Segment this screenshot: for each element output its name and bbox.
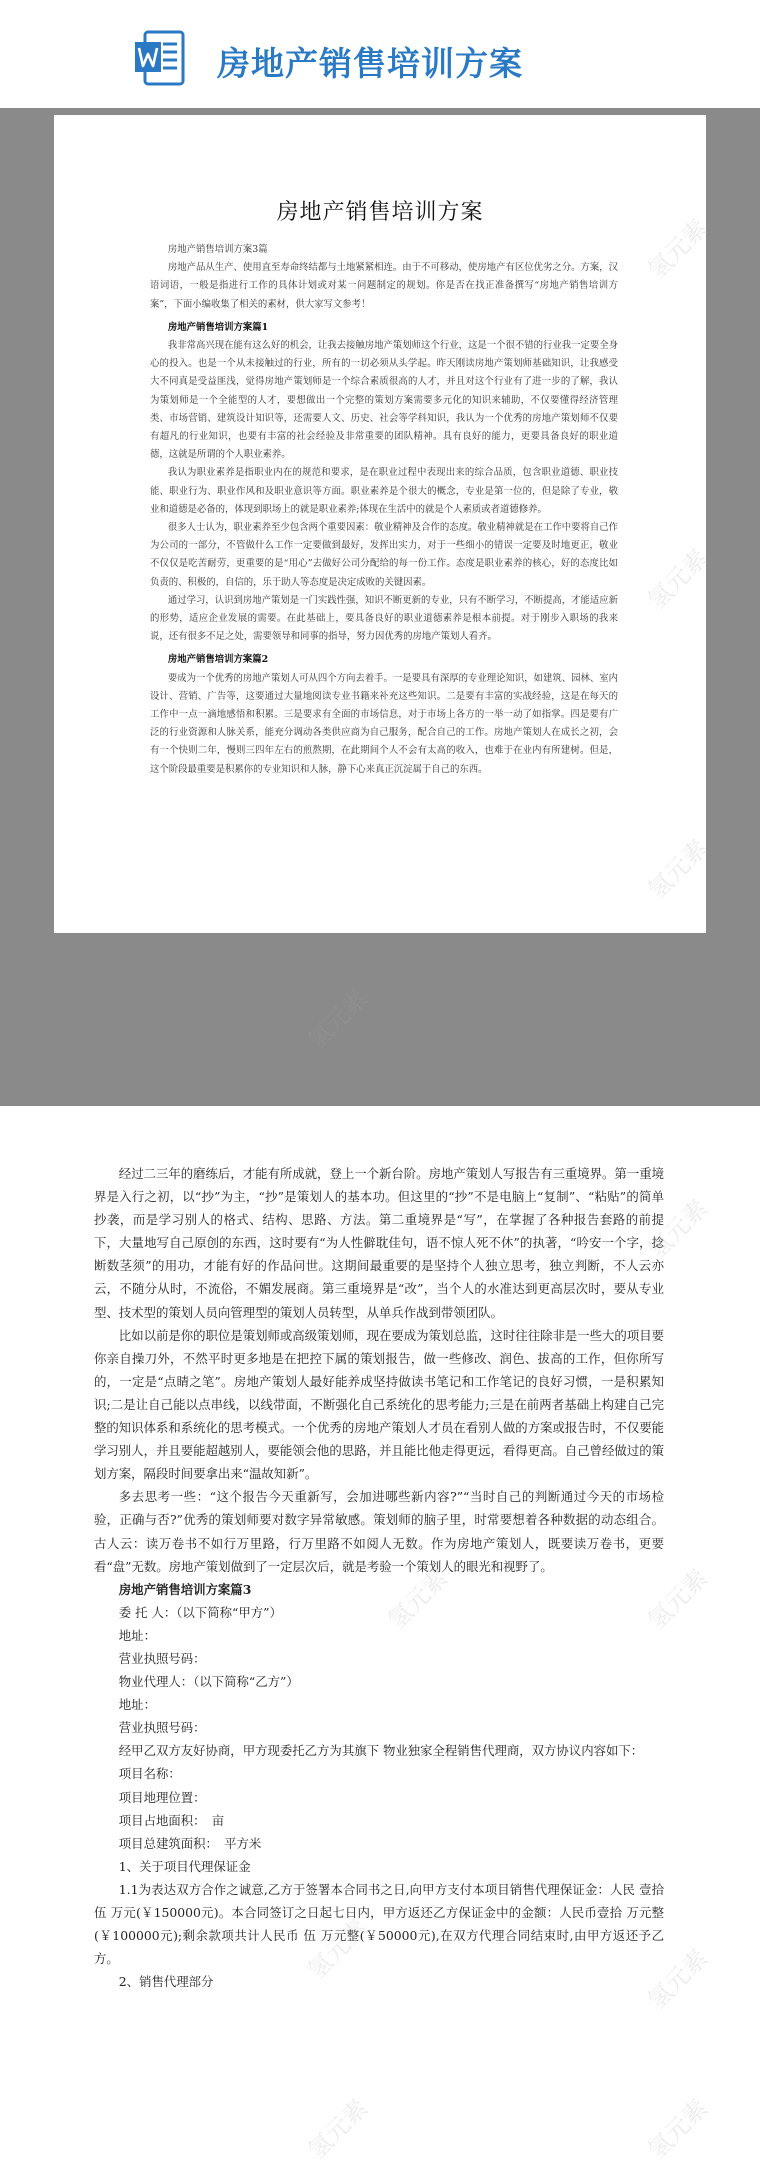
paragraph: 地址：	[118, 1627, 156, 1643]
paragraph: 房地产品从生产、使用直至寿命终结都与土地紧紧相连。由于不可移动，使房地产有区位优劣之分。方案，汉语词语，一般是指进行工作的具体计划或对某一问题制定的规划。你是否在找正准备撰写“房地产销售培训方案”，下面小编收集了相关的素材，供大家写文参考！	[150, 262, 618, 310]
watermark: 氢元素	[302, 1913, 374, 1985]
document-title: 房地产销售培训方案	[276, 200, 484, 225]
paragraph: 1、关于项目代理保证金	[118, 1858, 251, 1874]
watermark: 氢元素	[642, 543, 714, 615]
watermark: 氢元素	[642, 833, 714, 905]
paragraph: 1.1为表达双方合作之诚意,乙方于签署本合同书之日,向甲方支付本项目销售代理保证金：人民 壹拾伍 万元(￥150000元)。本合同签订之日起七日内，甲方返还乙方保证金中的金额：人民币壹拾 万元整(￥100000元);剩余款项共计人民币 伍 万元整(￥50000元),在双方代理合同结束时,由甲方返还予乙方。	[94, 1881, 664, 1967]
word-document-icon	[133, 28, 187, 88]
watermark: 氢元素	[642, 1943, 714, 2015]
paragraph: 项目地理位置：	[118, 1789, 206, 1805]
paragraph: 营业执照号码：	[118, 1720, 206, 1736]
watermark: 氢元素	[642, 1563, 714, 1635]
paragraph: 比如以前是你的职位是策划师或高级策划师，现在要成为策划总监，这时往往除非是一些大的项目要你亲自操刀外，不然平时更多地是在把控下属的策划报告，做一些修改、润色、拔高的工作，但你所写的，一定是“点睛之笔”。房地产策划人最好能养成坚持做读书笔记和工作笔记的良好习惯，一是积累知识;二是让自己能以点串线，以线带面，不断强化自己系统化的思考能力;三是在前两者基础上构建自己完整的知识体系和系统化的思考模式。一个优秀的房地产策划人才员在看别人做的方案或报告时，不仅要能学习别人，并且要能超越别人，要能领会他的思路，并且能比他走得更远，看得更高。自己曾经做过的策划方案，隔段时间要拿出来“温故知新”。	[94, 1327, 664, 1482]
watermark: 氢元素	[382, 1563, 454, 1635]
document-page-1	[54, 115, 706, 933]
paragraph: 通过学习，认识到房地产策划是一门实践性强，知识不断更新的专业，只有不断学习，不断提高，才能适应新的形势，适应企业发展的需要。在此基础上，要具备良好的职业道德素养是根本前提。对于刚步入职场的我来说，还有很多不足之处，需要领导和同事的指导，努力因优秀的房地产策划人看齐。	[150, 594, 618, 643]
paragraph: 我非常高兴现在能有这么好的机会，让我去接触房地产策划师这个行业，这是一个很不错的行业我一定要全身心的投入。也是一个从未接触过的行业，所有的一切必须从头学起。昨天刚读房地产策划师基础知识，让我感受大不同真是受益匪浅，觉得房地产策划师是一个综合素质很高的人才，并且对这个行业有了进一步的了解，我认为策划师是一个全能型的人才，要想做出一个完整的策划方案需要多元化的知识来辅助，不仅要懂得经济管理类、市场营销、建筑设计知识等，还需要人文、历史、社会等学科知识，我认为一个优秀的房地产策划师不仅要有超凡的行业知识，也要有丰富的社会经验及非常重要的团队精神。具有良好的能力，更要具备良好的职业道德，这就是所谓的个人职业素养。	[150, 340, 618, 461]
page-2-body	[94, 1162, 664, 1993]
paragraph: 要成为一个优秀的房地产策划人可从四个方向去着手。一是要具有深厚的专业理论知识，如建筑、园林、室内设计、营销、广告等，这要通过大量地阅读专业书籍来补充这些知识。二是要有丰富的实战经验，这是在每天的工作中一点一滴地感悟和积累。三是要求有全面的市场信息，对于市场上各方的一举一动了如指掌。四是要有广泛的行业资源和人脉关系，能充分调动各类供应商为自己服务，配合自己的工作。房地产策划人在成长之初，会有一个快则二年，慢则三四年左右的煎熬期，在此期间个人不会有太高的收入，也难于在业内有所建树。但是，这个阶段最重要是积累你的专业知识和人脉，静下心来真正沉淀属于自己的东西。	[150, 672, 618, 775]
section-heading: 房地产销售培训方案篇3	[118, 1581, 252, 1597]
watermark: 氢元素	[642, 213, 714, 285]
paragraph: 我认为职业素养是指职业内在的规范和要求，是在职业过程中表现出来的综合品质，包含职业道德、职业技能、职业行为、职业作风和及职业意识等方面。职业素养是个很大的概念，专业是第一位的，但是除了专业，敬业和道德是必备的，体现到职场上的就是职业素养;体现在生活中的就是个人素质或者道德修养。	[150, 467, 618, 515]
header-banner	[0, 0, 760, 108]
paragraph: 项目总建筑面积： 平方米	[118, 1835, 262, 1851]
document-page-2	[0, 1106, 760, 2178]
page-1-body	[150, 241, 618, 779]
paragraph: 项目占地面积： 亩	[118, 1812, 225, 1828]
watermark: 氢元素	[302, 983, 374, 1055]
paragraph: 很多人士认为，职业素养至少包含两个重要因素：敬业精神及合作的态度。敬业精神就是在工作中要将自己作为公司的一部分，不管做什么工作一定要做到最好，发挥出实力，对于一些细小的错误一定要及时地更正，敬业不仅仅是吃苦耐劳，更重要的是“用心”去做好公司分配给的每一份工作。态度是职业素养的核心，好的态度比如负责的、积极的，自信的，乐于助人等态度是决定成败的关键因素。	[150, 522, 618, 588]
watermark: 氢元素	[302, 2093, 374, 2165]
watermark: 氢元素	[642, 1193, 714, 1265]
paragraph: 地址：	[118, 1697, 156, 1713]
paragraph: 物业代理人：（以下简称“乙方”）	[118, 1674, 299, 1690]
header-title: 房地产销售培训方案	[217, 44, 523, 83]
paragraph: 经过二三年的磨练后，才能有所成就，登上一个新台阶。房地产策划人写报告有三重境界。第一重境界是入行之初，以“抄”为主，“抄”是策划人的基本功。但这里的“抄”不是电脑上“复制”、“粘贴”的简单抄袭，而是学习别人的格式、结构、思路、方法。第二重境界是“写”，在掌握了各种报告套路的前提下，大量地写自己原创的东西，这时要有“为人性僻耽佳句，语不惊人死不休”的执著，“吟安一个字，捻断数茎须”的用功，才能有好的作品问世。这期间最重要的是坚持个人独立思考，独立判断，不人云亦云，不随分从时，不流俗，不媚发展商。第三重境界是“改”，当个人的水准达到更高层次时，要从专业型、技术型的策划人员向管理型的策划人员转型，从单兵作战到带领团队。	[94, 1166, 664, 1320]
paragraph: 多去思考一些：“这个报告今天重新写，会加进哪些新内容?”“当时自己的判断通过今天的市场检验，正确与否?”优秀的策划师要对数字异常敏感。策划师的脑子里，时常要想着各种数据的动态组合。古人云：读万卷书不如行万里路，行万里路不如阅人无数。作为房地产策划人，既要读万卷书，更要看“盘”无数。房地产策划做到了一定层次后，就是考验一个策划人的眼光和视野了。	[94, 1489, 664, 1574]
paragraph: 营业执照号码：	[118, 1650, 206, 1666]
section-heading: 房地产销售培训方案篇1	[167, 321, 269, 333]
paragraph: 项目名称：	[118, 1766, 181, 1782]
paragraph: 委 托 人：（以下简称“甲方”）	[118, 1604, 282, 1620]
watermark: 氢元素	[642, 2093, 714, 2165]
paragraph: 房地产销售培训方案3篇	[167, 244, 268, 255]
paragraph: 经甲乙双方友好协商，甲方现委托乙方为其旗下 物业独家全程销售代理商，双方协议内容如下：	[118, 1743, 644, 1759]
paragraph: 2、销售代理部分	[118, 1974, 214, 1990]
section-heading: 房地产销售培训方案篇2	[167, 654, 269, 666]
